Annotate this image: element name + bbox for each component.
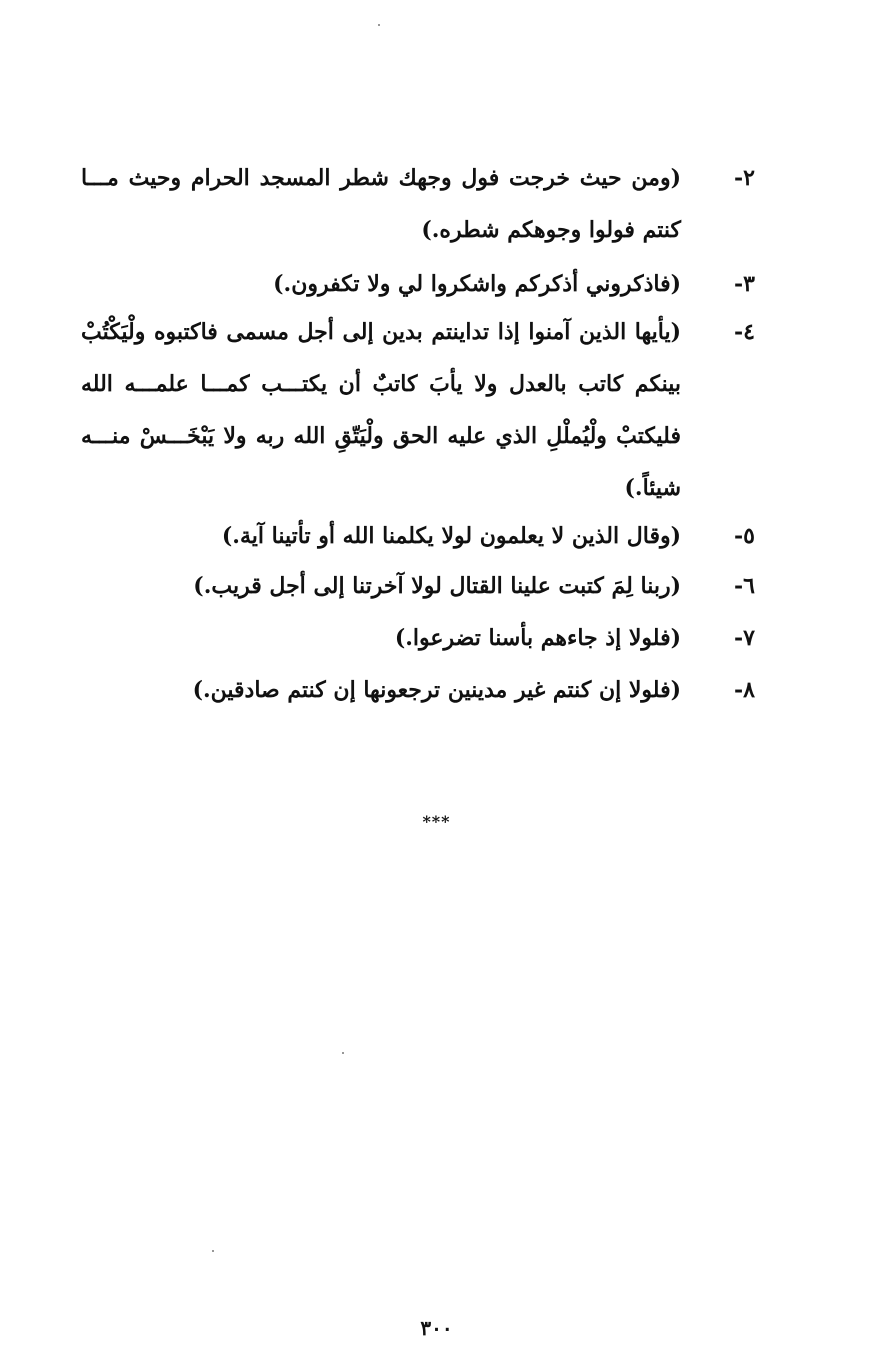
item-text: (ومن حيث خرجت فول وجهك شطر المسجد الحرام وحيث مـــا كنتم فولوا وجوهكم شطره.) [81,165,681,243]
item-number: ٨- [734,677,755,703]
item-text: (يأيها الذين آمنوا إذا تداينتم بدين إلى أجل مسمى فاكتبوه ولْيَكْتُبْ بينكم كاتب بالعدل ولا يأبَ كاتبٌ أن يكتـــب كمـــا علمـــه الله فليكتبْ ولْيُملْلِ الذي عليه الحق ولْيَتّقِ الله ربه ولا يَبْخَـــسْ منـــه شيئاً.) [81,319,681,501]
item-number: ٦- [734,573,755,599]
item-text: (فلولا إن كنتم غير مدينين ترجعونها إن كنتم صادقين.) [192,677,681,703]
item-number: ٢- [734,165,755,191]
item-text: (وقال الذين لا يعلمون لولا يكلمنا الله أو تأتينا آية.) [221,523,681,549]
item-number: ٧- [734,625,755,651]
item-text: (فاذكروني أذكركم واشكروا لي ولا تكفرون.) [273,271,681,297]
section-separator: *** [422,812,451,831]
item-number: ٤- [734,319,755,345]
page-number: ٣٠٠ [420,1316,453,1340]
item-number: ٣- [734,271,755,297]
scan-speck [378,24,380,26]
item-text: (ربنا لِمَ كتبت علينا القتال لولا آخرتنا إلى أجل قريب.) [193,573,681,599]
scan-speck [212,1250,214,1252]
item-number: ٥- [734,523,755,549]
scan-speck [342,1052,344,1054]
item-text: (فلولا إذ جاءهم بأسنا تضرعوا.) [394,625,681,651]
